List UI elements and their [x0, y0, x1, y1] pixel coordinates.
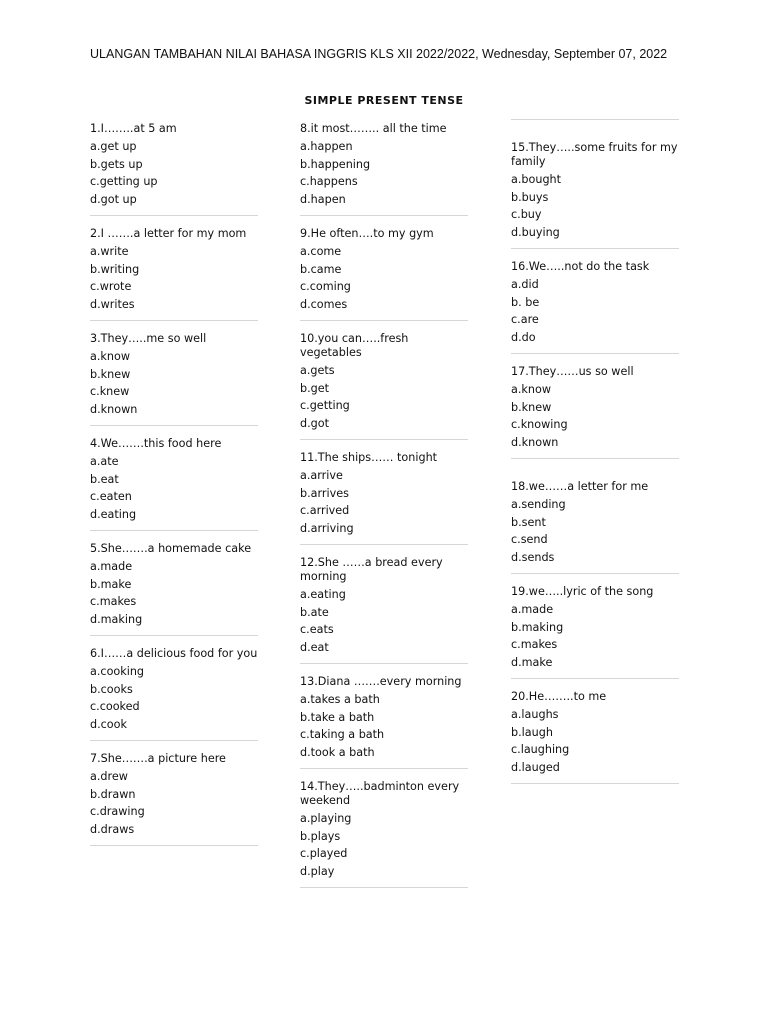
question-text: 19.we…..lyric of the song: [511, 585, 654, 598]
question-item: [300, 121, 468, 216]
question-item: [90, 541, 258, 636]
answer-option: d.do: [511, 330, 536, 344]
answer-option: d.buying: [511, 225, 560, 239]
answer-option: c.happens: [300, 175, 358, 188]
question-item: [90, 646, 258, 741]
answer-option: c.send: [511, 533, 548, 546]
answer-option: d.lauged: [511, 760, 560, 774]
question-item: [511, 259, 679, 354]
answer-option: a.playing: [300, 812, 352, 825]
answer-option: b.gets up: [90, 157, 143, 171]
question-text: 15.They…..some fruits for my family: [511, 141, 678, 168]
answer-option: b.eat: [90, 472, 119, 486]
answer-option: b.making: [511, 620, 564, 634]
question-item: [90, 751, 258, 846]
question-column-3: [511, 119, 679, 794]
question-text: 5.She…….a homemade cake: [90, 542, 252, 555]
answer-option: c.eats: [300, 623, 334, 636]
question-text: 18.we……a letter for me: [511, 480, 649, 493]
answer-option: a.made: [511, 603, 554, 616]
answer-option: c.buy: [511, 208, 542, 221]
question-text: 12.She ……a bread every morning: [300, 556, 443, 583]
question-item: [300, 450, 468, 545]
answer-option: b.cooks: [90, 682, 133, 696]
answer-option: b.laugh: [511, 725, 553, 739]
question-item: [300, 555, 468, 664]
answer-option: c.drawing: [90, 805, 145, 818]
answer-option: d.draws: [90, 822, 135, 836]
question-text: 2.I …….a letter for my mom: [90, 227, 247, 240]
question-item: [511, 364, 679, 459]
answer-option: a.drew: [90, 770, 128, 783]
answer-option: a.know: [90, 350, 130, 363]
answer-option: a.gets: [300, 364, 335, 377]
answer-option: b.plays: [300, 829, 341, 843]
question-item: [90, 436, 258, 531]
answer-option: a.know: [511, 383, 551, 396]
answer-option: a.happen: [300, 140, 353, 153]
question-column-2: [300, 121, 468, 898]
answer-option: a.eating: [300, 588, 346, 601]
answer-option: d.comes: [300, 297, 348, 311]
answer-option: c.eaten: [90, 490, 132, 503]
answer-option: d.known: [511, 435, 559, 449]
answer-option: d.eat: [300, 640, 329, 654]
question-item: [300, 331, 468, 440]
question-text: 4.We…….this food here: [90, 437, 222, 450]
question-item: [90, 121, 258, 216]
answer-option: b.came: [300, 262, 342, 276]
answer-option: a.cooking: [90, 665, 145, 678]
question-text: 7.She…….a picture here: [90, 752, 226, 765]
answer-option: d.play: [300, 864, 335, 878]
answer-option: c.coming: [300, 280, 351, 293]
answer-option: d.arriving: [300, 521, 354, 535]
answer-option: c.wrote: [90, 280, 132, 293]
answer-option: a.made: [90, 560, 133, 573]
question-item: [90, 226, 258, 321]
answer-option: c.knew: [90, 385, 130, 398]
answer-option: a.did: [511, 278, 539, 291]
question-text: 16.We…..not do the task: [511, 260, 650, 273]
question-column-1: [90, 121, 258, 856]
answer-option: d.known: [90, 402, 138, 416]
question-text: 6.I……a delicious food for you: [90, 647, 258, 660]
question-text: 14.They…..badminton every weekend: [300, 780, 460, 807]
answer-option: a.arrive: [300, 469, 343, 482]
answer-option: b.arrives: [300, 486, 349, 500]
question-item: [300, 779, 468, 888]
question-text: 8.it most…….. all the time: [300, 122, 447, 135]
answer-option: d.eating: [90, 507, 137, 521]
answer-option: a.sending: [511, 498, 566, 511]
question-text: 3.They…..me so well: [90, 332, 207, 345]
answer-option: c.cooked: [90, 700, 140, 713]
answer-option: c.arrived: [300, 504, 350, 517]
answer-option: b.buys: [511, 190, 549, 204]
answer-option: c.are: [511, 313, 539, 326]
answer-option: c.knowing: [511, 418, 568, 431]
question-text: 1.I……..at 5 am: [90, 122, 177, 135]
answer-option: c.played: [300, 847, 348, 860]
answer-option: a.write: [90, 245, 129, 258]
answer-option: a.ate: [90, 455, 119, 468]
answer-option: d.got: [300, 416, 329, 430]
answer-option: b. be: [511, 295, 540, 309]
answer-option: a.bought: [511, 173, 562, 186]
answer-option: b.take a bath: [300, 710, 375, 724]
question-item: [300, 226, 468, 321]
question-item: [511, 689, 679, 784]
answer-option: d.cook: [90, 717, 127, 731]
question-text: 17.They……us so well: [511, 365, 634, 378]
question-item: [300, 674, 468, 769]
answer-option: d.got up: [90, 192, 137, 206]
answer-option: b.ate: [300, 605, 329, 619]
answer-option: a.get up: [90, 140, 137, 153]
answer-option: b.sent: [511, 515, 546, 529]
question-item: [511, 584, 679, 679]
answer-option: a.laughs: [511, 708, 559, 721]
question-text: 13.Diana …….every morning: [300, 675, 462, 688]
answer-option: b.get: [300, 381, 330, 395]
document-header: ULANGAN TAMBAHAN NILAI BAHASA INGGRIS KLS XII 2022/2022, Wednesday, September 07, 2022: [90, 47, 668, 61]
answer-option: d.make: [511, 655, 553, 669]
question-text: 10.you can…..fresh vegetables: [300, 332, 409, 359]
answer-option: b.drawn: [90, 787, 136, 801]
answer-option: c.makes: [90, 595, 137, 608]
question-item: [90, 331, 258, 426]
answer-option: d.hapen: [300, 192, 346, 206]
answer-option: b.happening: [300, 157, 371, 171]
answer-option: b.writing: [90, 262, 140, 276]
answer-option: c.laughing: [511, 743, 570, 756]
answer-option: a.come: [300, 245, 342, 258]
question-item: [511, 120, 679, 249]
answer-option: b.knew: [90, 367, 131, 381]
answer-option: c.getting: [300, 399, 350, 412]
section-title: SIMPLE PRESENT TENSE: [304, 94, 464, 107]
answer-option: a.takes a bath: [300, 693, 380, 706]
question-text: 9.He often….to my gym: [300, 227, 434, 240]
answer-option: d.took a bath: [300, 745, 375, 759]
answer-option: c.taking a bath: [300, 728, 385, 741]
question-text: 20.He……..to me: [511, 690, 607, 703]
answer-option: b.knew: [511, 400, 552, 414]
answer-option: b.make: [90, 577, 132, 591]
answer-option: c.makes: [511, 638, 558, 651]
answer-option: c.getting up: [90, 175, 158, 188]
answer-option: d.writes: [90, 297, 135, 311]
answer-option: d.making: [90, 612, 143, 626]
question-text: 11.The ships…… tonight: [300, 451, 438, 464]
question-item: [511, 469, 679, 574]
answer-option: d.sends: [511, 550, 555, 564]
